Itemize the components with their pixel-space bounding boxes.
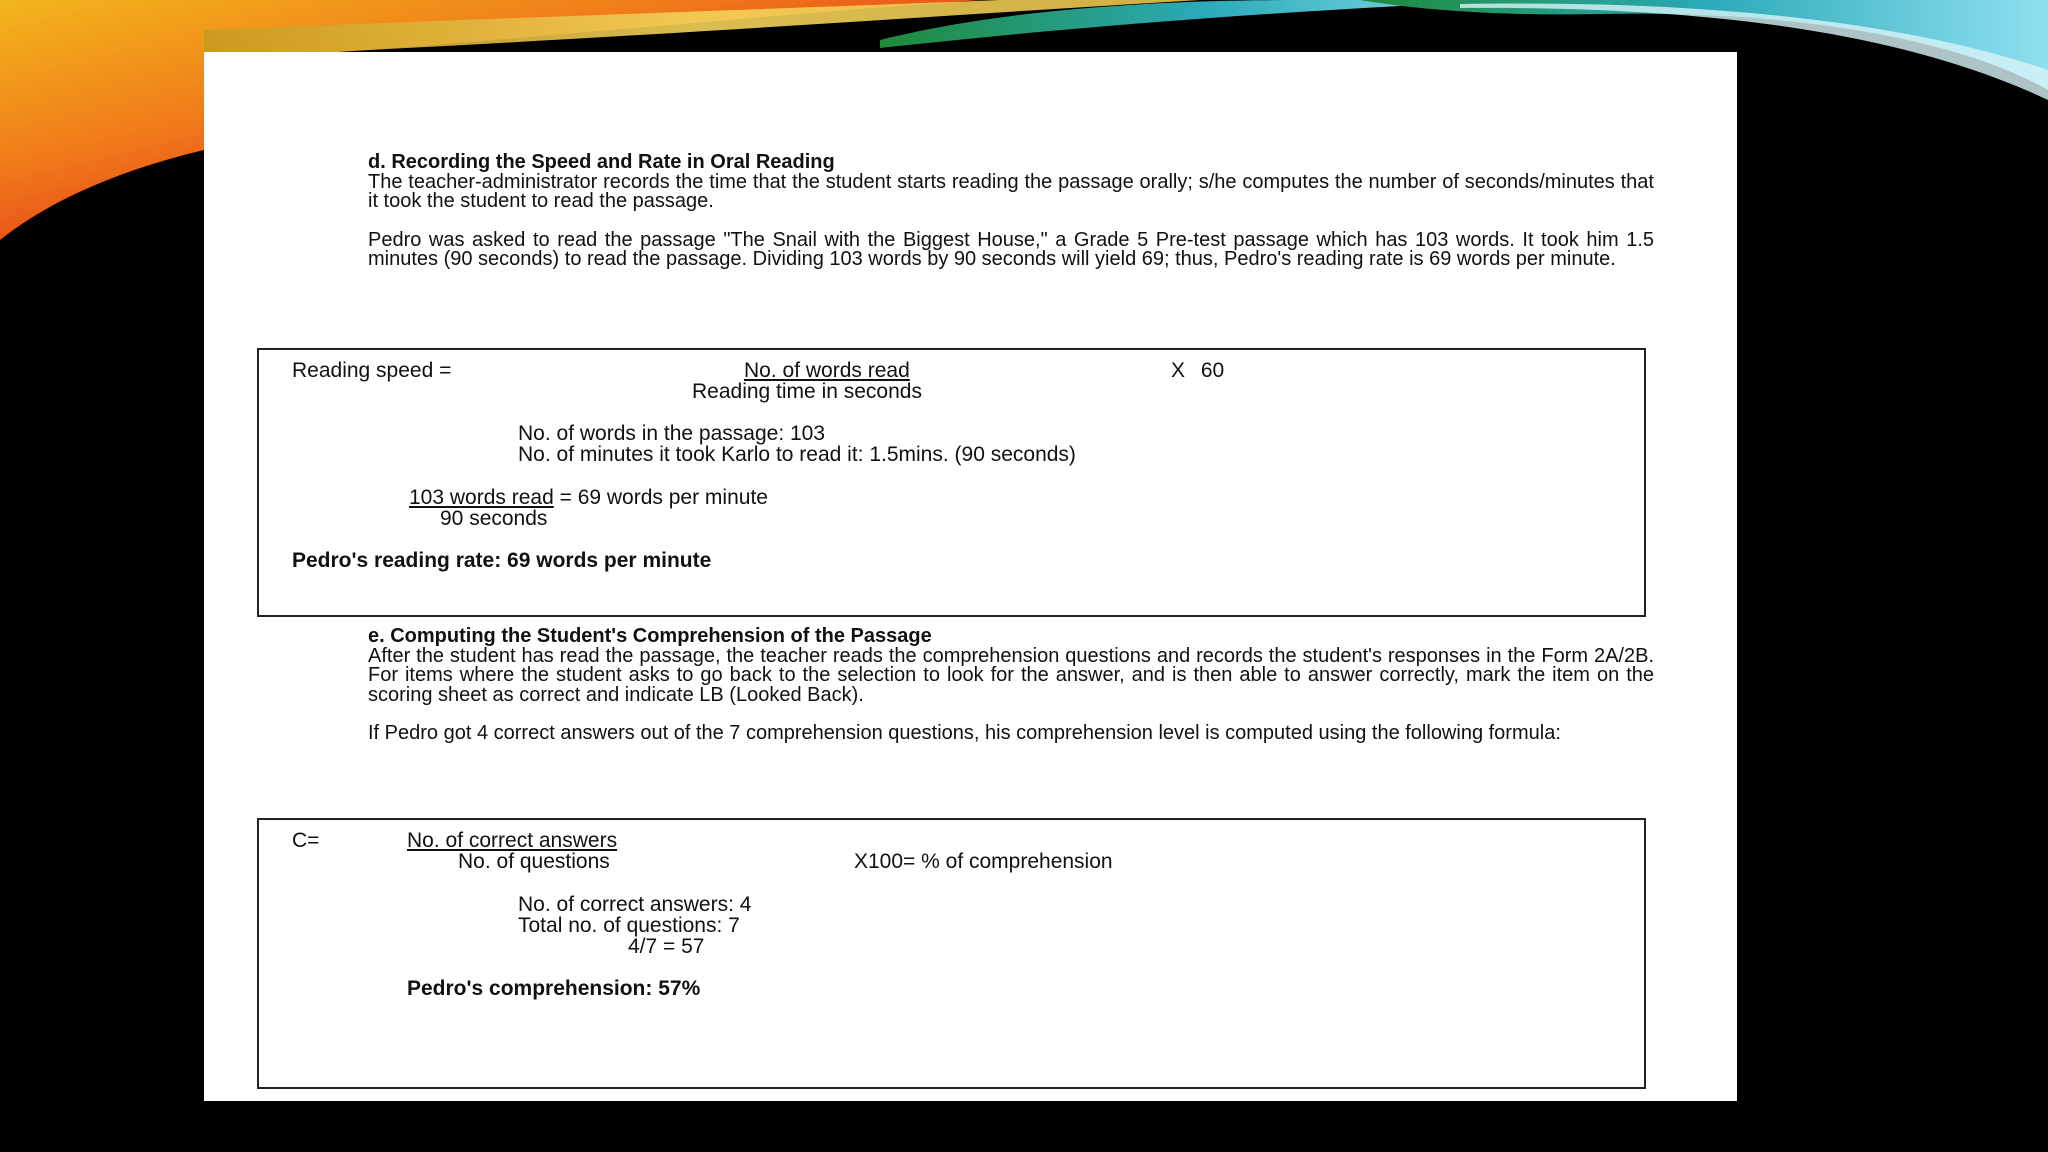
comprehension-denominator: No. of questions (458, 850, 610, 873)
reading-speed-label: Reading speed = (292, 359, 452, 382)
section-e-paragraph-2: If Pedro got 4 correct answers out of the 7 comprehension questions, his comprehension level is computed using the following formula: (368, 722, 1561, 744)
section-e-paragraph-1: After the student has read the passage, the teacher reads the comprehension questions and records the student's responses in the Form 2A/2B. For items where the student asks to go back to the selection to look for the answer, and is then able to answer correctly, mark the item on the scoring sheet as correct and indicate LB (Looked Back). (368, 644, 1654, 706)
section-d-heading: d. Recording the Speed and Rate in Oral Reading (368, 151, 835, 173)
formula-numerator: No. of words read (744, 359, 910, 382)
formula-denominator: Reading time in seconds (692, 380, 922, 403)
comprehension-multiplier: X100= % of comprehension (854, 850, 1113, 873)
document-page (204, 52, 1737, 1101)
section-e (368, 627, 1654, 744)
calculation-line (409, 487, 768, 509)
section-d-paragraph-2: Pedro was asked to read the passage "The Snail with the Biggest House," a Grade 5 Pre-test passage which has 103 words. It took him 1.5 minutes (90 seconds) to read the passage. Dividing 103 words by 90 seconds will yield 69; thus, Pedro's reading rate is 69 words per minute. (368, 228, 1654, 270)
minutes-to-read: No. of minutes it took Karlo to read it: 1.5mins. (90 seconds) (518, 443, 1076, 466)
section-d (368, 153, 1654, 270)
comprehension-calc-line: 4/7 = 57 (628, 935, 705, 958)
reading-speed-formula-box (257, 348, 1646, 617)
total-questions-line: Total no. of questions: 7 (518, 914, 740, 937)
correct-answers-line: No. of correct answers: 4 (518, 893, 752, 916)
calc-numerator: 103 words read (409, 486, 554, 509)
section-d-paragraph-1: The teacher-administrator records the time that the student starts reading the passage orally; s/he computes the number of seconds/minutes that it took the student to read the passage. (368, 170, 1654, 212)
comprehension-formula-box (257, 818, 1646, 1089)
comprehension-label: C= (292, 829, 320, 852)
calc-result: = 69 words per minute (553, 486, 768, 509)
words-in-passage: No. of words in the passage: 103 (518, 422, 826, 445)
calc-denominator: 90 seconds (440, 507, 548, 530)
reading-rate-result: Pedro's reading rate: 69 words per minute (292, 549, 712, 572)
section-e-heading: e. Computing the Student's Comprehension of the Passage (368, 625, 932, 647)
formula-multiplier: X 60 (1171, 359, 1225, 382)
comprehension-result: Pedro's comprehension: 57% (407, 977, 701, 1000)
comprehension-numerator: No. of correct answers (407, 829, 618, 852)
